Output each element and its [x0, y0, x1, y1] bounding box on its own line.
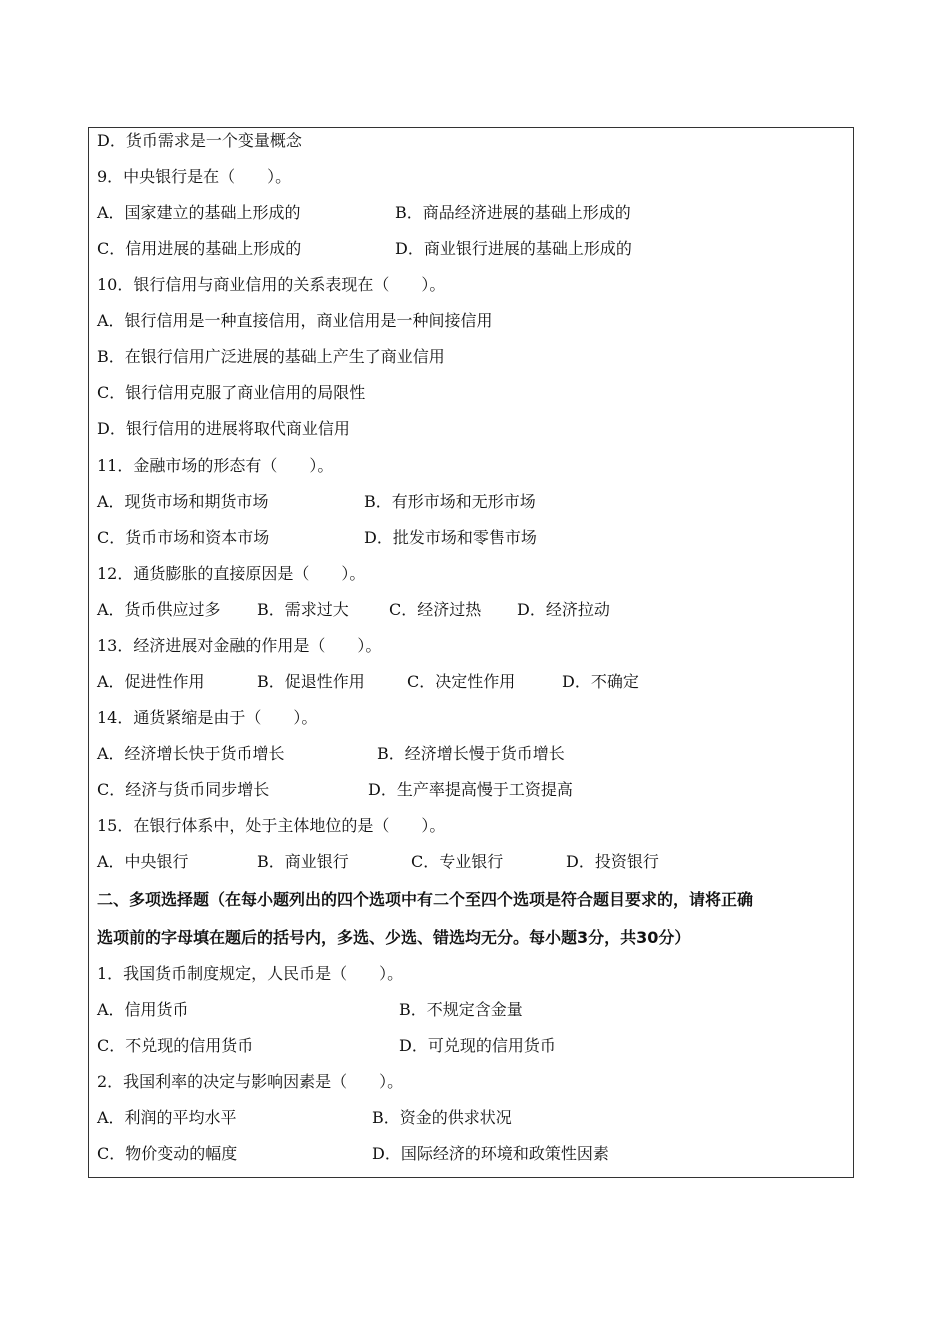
question-text: 13．经济进展对金融的作用是（ ）。 — [97, 636, 382, 655]
option-text: B．有形市场和无形市场 — [364, 492, 536, 511]
option-text: C．专业银行 — [411, 852, 504, 871]
option-text: B．资金的供求状况 — [372, 1108, 512, 1127]
option-text: B．经济增长慢于货币增长 — [377, 744, 565, 763]
question-text: 12．通货膨胀的直接原因是（ ）。 — [97, 564, 366, 583]
option-text: D．经济拉动 — [517, 600, 610, 619]
question-text: 1．我国货币制度规定，人民币是（ ）。 — [97, 964, 404, 983]
question-text: 14．通货紧缩是由于（ ）。 — [97, 708, 318, 727]
option-text: D．不确定 — [562, 672, 639, 691]
option-text: B．不规定含金量 — [399, 1000, 523, 1019]
option-text: D．生产率提高慢于工资提高 — [368, 780, 573, 799]
option-text: A．银行信用是一种直接信用，商业信用是一种间接信用 — [97, 311, 493, 330]
option-text: A．经济增长快于货币增长 — [97, 744, 285, 763]
option-text: D．可兑现的信用货币 — [399, 1036, 556, 1055]
option-text: D．银行信用的进展将取代商业信用 — [97, 419, 350, 438]
option-text: D．货币需求是一个变量概念 — [97, 131, 302, 150]
option-text: A．信用货币 — [97, 1000, 189, 1019]
option-text: B．需求过大 — [257, 600, 349, 619]
question-text: 2．我国利率的决定与影响因素是（ ）。 — [97, 1072, 404, 1091]
option-text: A．中央银行 — [97, 852, 189, 871]
option-text: A．现货市场和期货市场 — [97, 492, 269, 511]
question-text: 10．银行信用与商业信用的关系表现在（ ）。 — [97, 275, 446, 294]
option-text: A．货币供应过多 — [97, 600, 221, 619]
option-text: C．不兑现的信用货币 — [97, 1036, 254, 1055]
option-text: C．物价变动的幅度 — [97, 1144, 238, 1163]
option-text: A．促进性作用 — [97, 672, 205, 691]
option-text: C．决定性作用 — [407, 672, 516, 691]
option-text: D．商业银行进展的基础上形成的 — [395, 239, 632, 258]
option-text: C．银行信用克服了商业信用的局限性 — [97, 383, 366, 402]
option-text: B．促退性作用 — [257, 672, 365, 691]
option-text: D．国际经济的环境和政策性因素 — [372, 1144, 609, 1163]
option-text: A．国家建立的基础上形成的 — [97, 203, 301, 222]
question-text: 9．中央银行是在（ ）。 — [97, 167, 292, 186]
question-text: 15．在银行体系中，处于主体地位的是（ ）。 — [97, 816, 446, 835]
option-text: C．经济与货币同步增长 — [97, 780, 270, 799]
option-text: C．信用进展的基础上形成的 — [97, 239, 302, 258]
question-text: 11．金融市场的形态有（ ）。 — [97, 456, 334, 475]
option-text: D．批发市场和零售市场 — [364, 528, 537, 547]
option-text: C．货币市场和资本市场 — [97, 528, 270, 547]
option-text: B．商品经济进展的基础上形成的 — [395, 203, 631, 222]
option-text: B．在银行信用广泛进展的基础上产生了商业信用 — [97, 347, 445, 366]
option-text: D．投资银行 — [566, 852, 659, 871]
option-text: A．利润的平均水平 — [97, 1108, 237, 1127]
section-heading-text: 选项前的字母填在题后的括号内，多选、少选、错选均无分。每小题3分，共30分） — [97, 928, 691, 947]
section-heading-text: 二、多项选择题（在每小题列出的四个选项中有二个至四个选项是符合题目要求的，请将正确 — [97, 890, 754, 909]
option-text: B．商业银行 — [257, 852, 349, 871]
option-text: C．经济过热 — [389, 600, 482, 619]
